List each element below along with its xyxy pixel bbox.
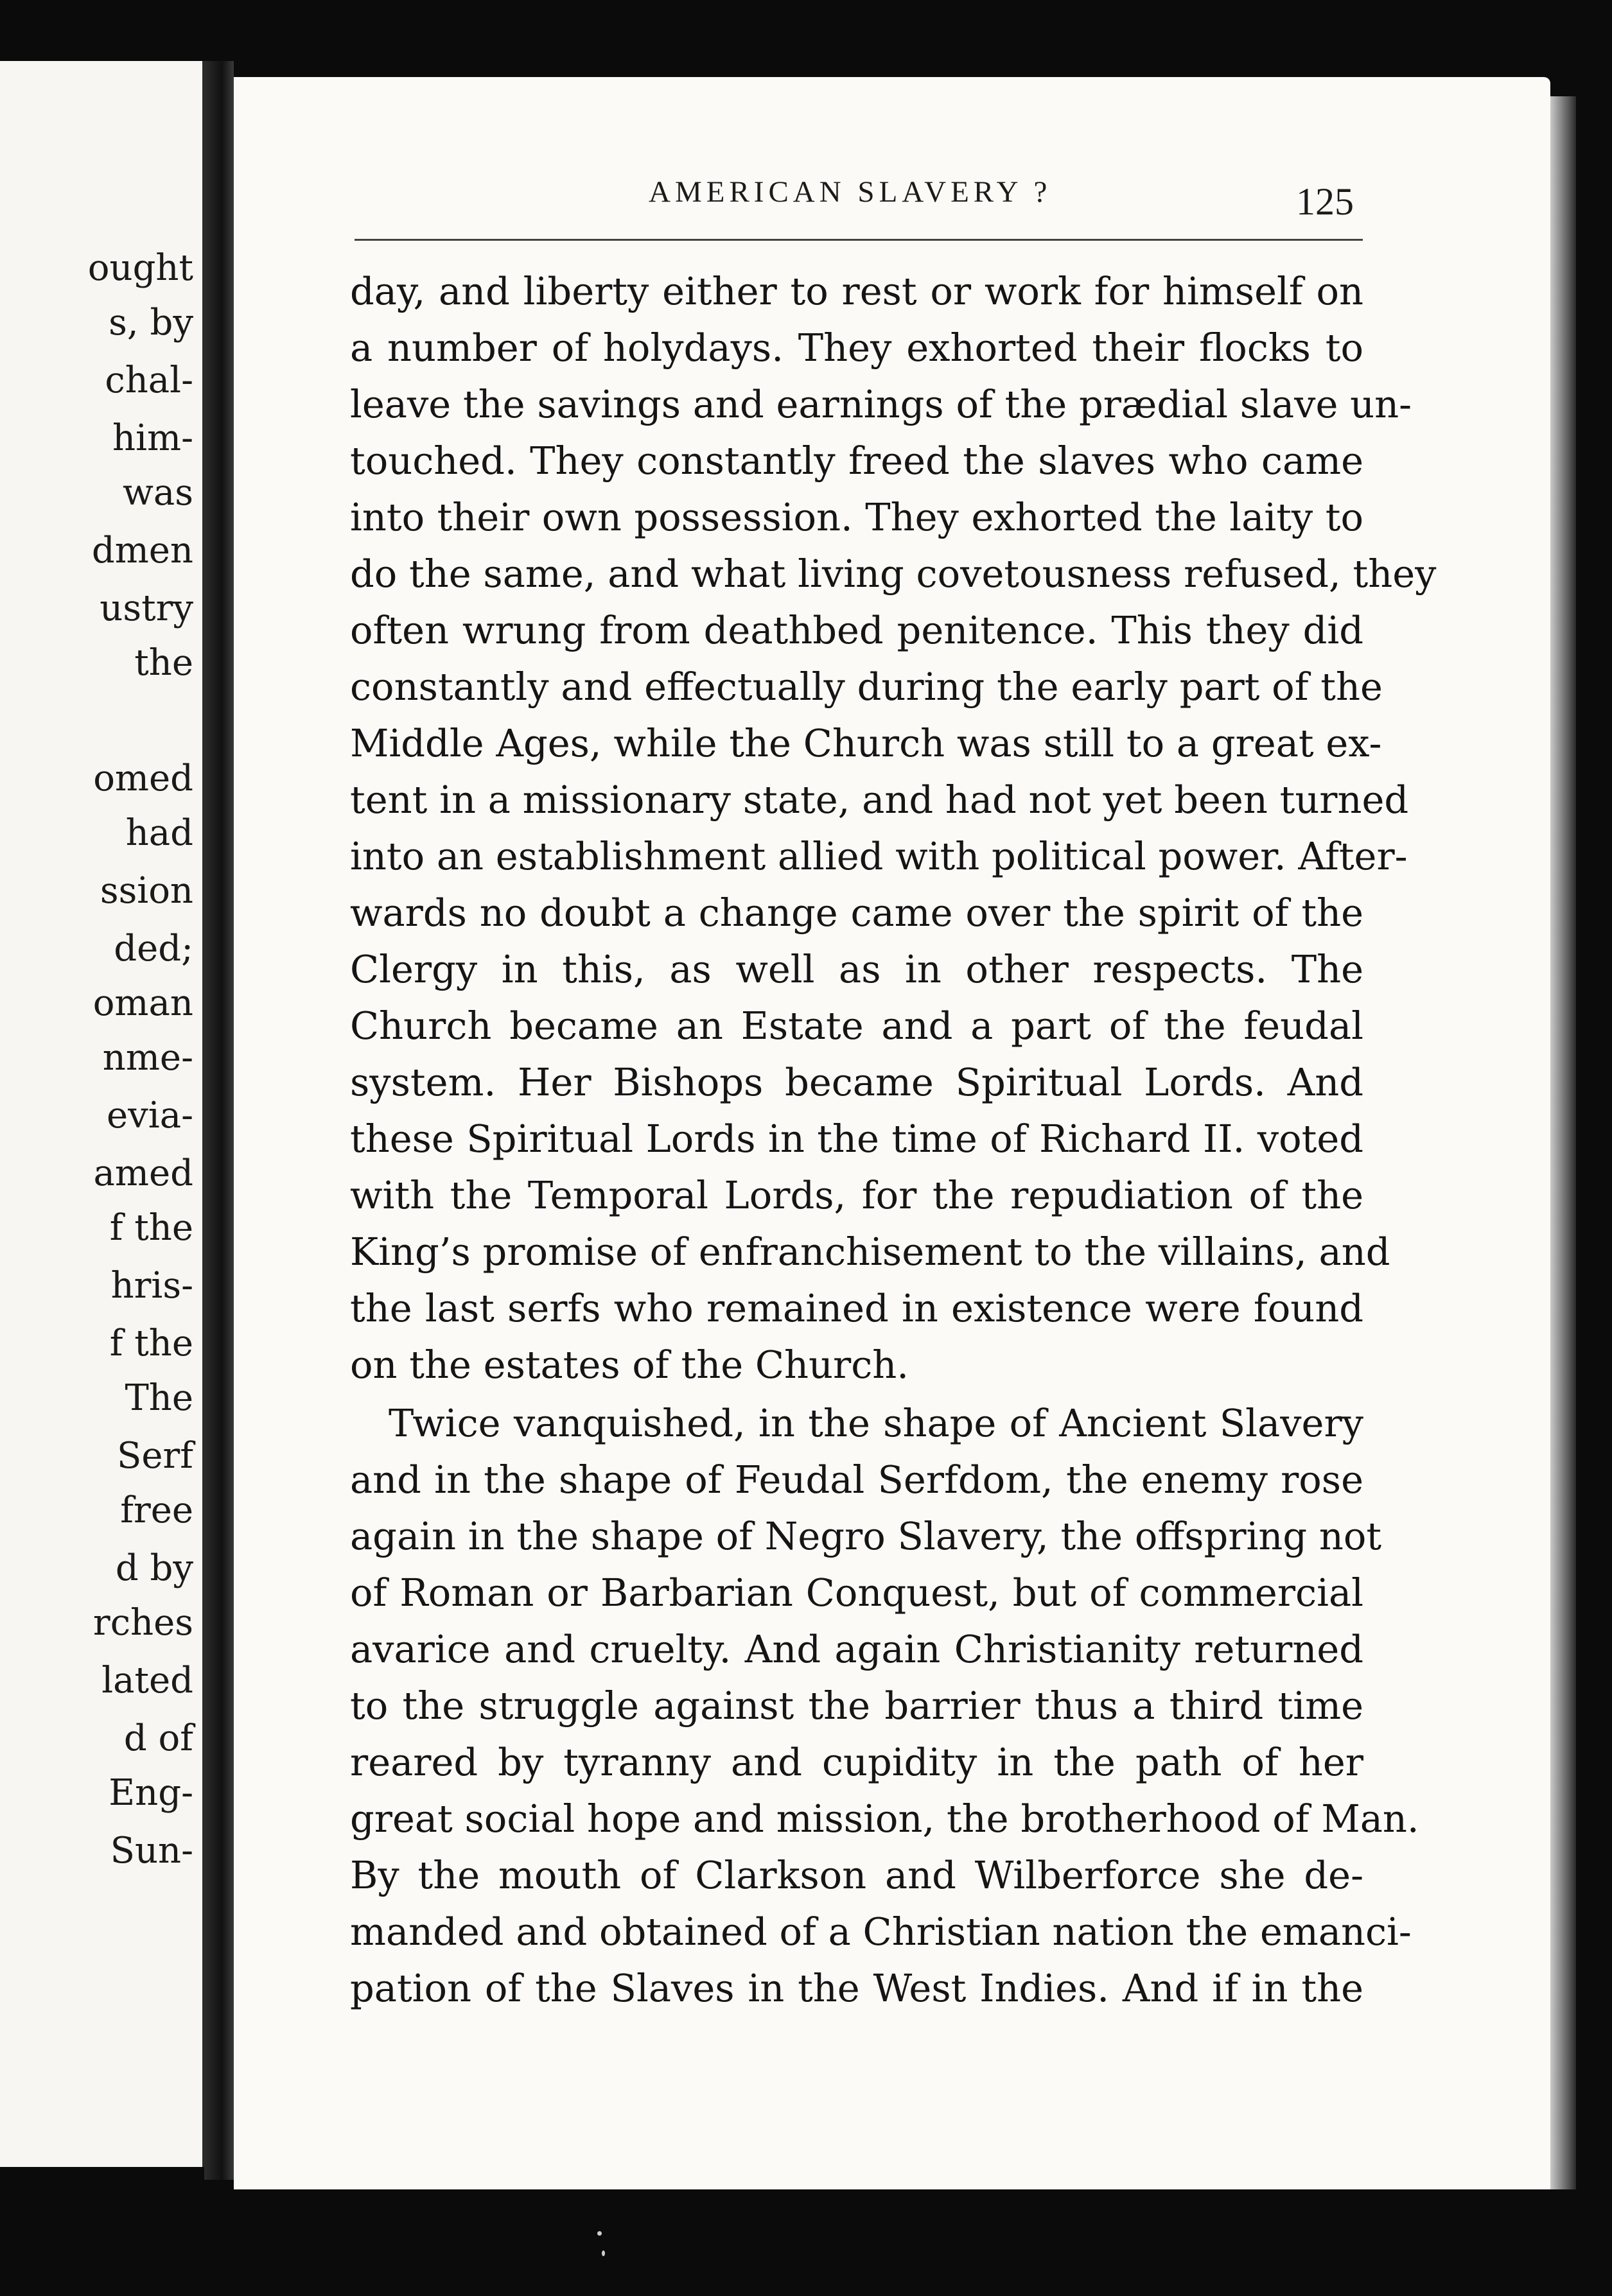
text-line: reared by tyranny and cupidity in the path of her	[350, 1740, 1363, 1784]
body-text	[350, 263, 1437, 2017]
facing-page-line: omed	[93, 758, 193, 799]
text-line: these Spiritual Lords in the time of Richard II. voted	[350, 1117, 1363, 1161]
text-line: system. Her Bishops became Spiritual Lords. And	[350, 1060, 1363, 1104]
text-line: touched. They constantly freed the slaves who came	[350, 439, 1363, 483]
text-line: into their own possession. They exhorted the laity to	[350, 495, 1363, 539]
text-line: a number of holydays. They exhorted their flocks to	[350, 326, 1363, 370]
facing-page-line: lated	[101, 1660, 193, 1701]
facing-page-line: chal-	[105, 360, 193, 401]
facing-page-line: ustry	[100, 587, 193, 629]
facing-page-line: Sun-	[110, 1830, 193, 1872]
text-line: into an establishment allied with political power. After-	[350, 834, 1408, 878]
text-line: By the mouth of Clarkson and Wilberforce she de-	[350, 1853, 1363, 1897]
text-line: again in the shape of Negro Slavery, the offspring not	[350, 1514, 1382, 1558]
facing-page-line: The	[125, 1377, 193, 1419]
text-line: with the Temporal Lords, for the repudiation of the	[350, 1173, 1363, 1217]
text-line: avarice and cruelty. And again Christianity returned	[350, 1627, 1363, 1671]
facing-page-line: had	[125, 812, 193, 854]
text-line: and in the shape of Feudal Serfdom, the enemy rose	[350, 1457, 1363, 1502]
text-line: pation of the Slaves in the West Indies. And if in the	[350, 1966, 1363, 2010]
book-gutter	[204, 61, 234, 2180]
facing-page-line: dmen	[91, 530, 193, 571]
facing-page-line: the	[134, 642, 193, 684]
facing-page-line: ought	[87, 247, 193, 289]
facing-page-line: was	[122, 472, 193, 514]
text-line: great social hope and mission, the brotherhood of Man.	[350, 1796, 1419, 1841]
text-line: leave the savings and earnings of the prædial slave un-	[350, 382, 1412, 426]
facing-page-line: amed	[93, 1152, 193, 1194]
scan-speck	[597, 2231, 602, 2236]
facing-page-line: nme-	[102, 1037, 193, 1079]
page-number: 125	[1296, 180, 1354, 223]
facing-page-line: f the	[109, 1207, 193, 1249]
scan-speck	[602, 2250, 605, 2256]
text-line: day, and liberty either to rest or work for himself on	[350, 269, 1363, 313]
running-title: AMERICAN SLAVERY ?	[649, 175, 1052, 209]
facing-page-line: f the	[109, 1323, 193, 1364]
text-line: do the same, and what living covetousness refused, they	[350, 552, 1437, 596]
text-line: the last serfs who remained in existence were found	[350, 1286, 1363, 1330]
facing-page-line: Serf	[117, 1435, 193, 1477]
paragraph-2	[350, 1395, 1419, 2017]
facing-page-line: free	[120, 1490, 193, 1531]
text-line: King’s promise of enfranchisement to the villains, and	[350, 1230, 1390, 1274]
facing-page-line: d by	[115, 1547, 193, 1589]
text-line: Twice vanquished, in the shape of Ancient Slavery	[389, 1401, 1363, 1445]
text-line: wards no doubt a change came over the spirit of the	[350, 891, 1363, 935]
facing-page-line: evia-	[107, 1095, 193, 1136]
text-line: Clergy in this, as well as in other respects. The	[350, 947, 1363, 991]
facing-page	[0, 61, 205, 2167]
text-line: manded and obtained of a Christian nation the emanci-	[350, 1909, 1412, 1954]
facing-page-line: ssion	[100, 870, 193, 912]
facing-page-line: Eng-	[109, 1772, 193, 1814]
facing-page-line: d of	[123, 1718, 193, 1759]
page-edge	[1550, 96, 1576, 2189]
paragraph-1	[350, 263, 1437, 1393]
facing-page-line: hris-	[110, 1265, 193, 1307]
header-rule	[355, 239, 1363, 241]
text-line: constantly and effectually during the early part of the	[350, 665, 1383, 709]
facing-page-line: him-	[112, 417, 193, 459]
facing-page-line: s, by	[109, 302, 193, 344]
text-line: Middle Ages, while the Church was still to a great ex-	[350, 721, 1382, 765]
text-line: tent in a missionary state, and had not yet been turned	[350, 778, 1409, 822]
text-line: Church became an Estate and a part of the feudal	[350, 1004, 1363, 1048]
text-line: on the estates of the Church.	[350, 1343, 909, 1387]
text-line: to the struggle against the barrier thus a third time	[350, 1683, 1363, 1728]
facing-page-line: rches	[92, 1602, 193, 1644]
facing-page-line: ded;	[114, 928, 193, 970]
text-line: often wrung from deathbed penitence. This they did	[350, 608, 1363, 652]
facing-page-line: oman	[92, 982, 193, 1024]
text-line: of Roman or Barbarian Conquest, but of commercial	[350, 1570, 1363, 1615]
